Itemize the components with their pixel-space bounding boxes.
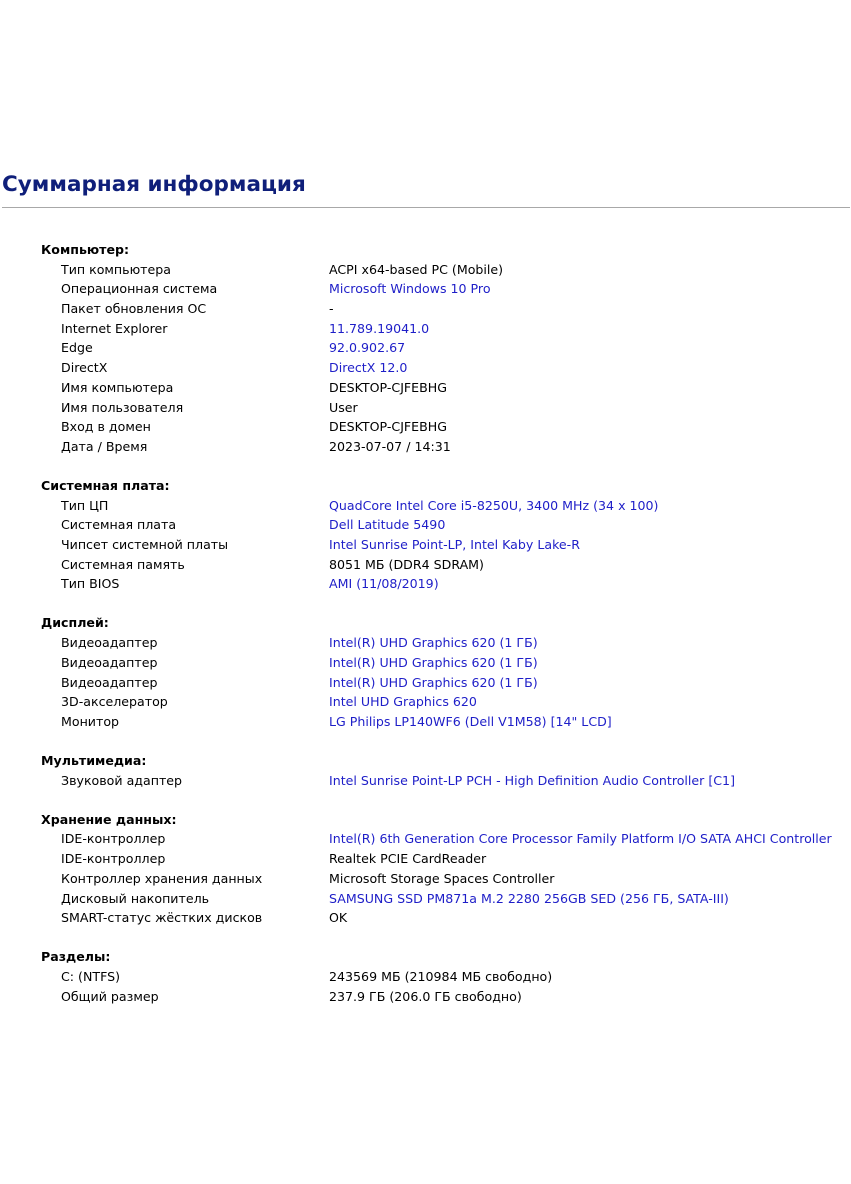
section-header: Системная плата: xyxy=(41,477,170,493)
info-label: Чипсет системной платы xyxy=(61,537,229,553)
info-label: Пакет обновления ОС xyxy=(61,301,207,317)
section-partitions xyxy=(0,947,851,1006)
info-value-link[interactable]: AMI (11/08/2019) xyxy=(329,576,439,592)
info-row xyxy=(0,692,851,712)
info-value-link[interactable]: QuadCore Intel Core i5-8250U, 3400 MHz (34 x 100) xyxy=(329,497,659,513)
info-value-link[interactable]: LG Philips LP140WF6 (Dell V1M58) [14" LCD] xyxy=(329,713,612,729)
info-row xyxy=(0,417,851,437)
info-value: 8051 МБ (DDR4 SDRAM) xyxy=(329,556,484,572)
info-label: Звуковой адаптер xyxy=(61,772,183,788)
info-value-link[interactable]: SAMSUNG SSD PM871a M.2 2280 256GB SED (256 ГБ, SATA-III) xyxy=(329,890,729,906)
info-label: Системная память xyxy=(61,556,185,572)
info-row xyxy=(0,515,851,535)
info-row xyxy=(0,338,851,358)
info-label: Видеоадаптер xyxy=(61,674,158,690)
info-row xyxy=(0,771,851,791)
info-row xyxy=(0,496,851,516)
info-value: ACPI x64-based PC (Mobile) xyxy=(329,261,504,277)
info-row xyxy=(0,633,851,653)
info-value: Microsoft Storage Spaces Controller xyxy=(329,870,555,886)
section-motherboard xyxy=(0,476,851,594)
info-value-link[interactable]: Intel(R) UHD Graphics 620 (1 ГБ) xyxy=(329,635,538,651)
info-row xyxy=(0,279,851,299)
info-value-link[interactable]: Intel Sunrise Point-LP, Intel Kaby Lake-R xyxy=(329,537,580,553)
info-value: 237.9 ГБ (206.0 ГБ свободно) xyxy=(329,988,522,1004)
title-divider xyxy=(2,207,850,208)
info-label: 3D-акселератор xyxy=(61,694,168,710)
info-label: Контроллер хранения данных xyxy=(61,870,263,886)
info-label: IDE-контроллер xyxy=(61,851,166,867)
info-row xyxy=(0,358,851,378)
info-label: Имя пользователя xyxy=(61,399,184,415)
section-multimedia xyxy=(0,751,851,790)
info-label: SMART-статус жёстких дисков xyxy=(61,910,263,926)
info-row xyxy=(0,555,851,575)
page-title: Суммарная информация xyxy=(2,172,306,197)
summary-content xyxy=(0,240,851,1026)
info-value: OK xyxy=(329,910,348,926)
info-label: Монитор xyxy=(61,713,120,729)
info-row xyxy=(0,967,851,987)
info-value-link[interactable]: Intel UHD Graphics 620 xyxy=(329,694,477,710)
section-header: Дисплей: xyxy=(41,615,109,631)
info-label: DirectX xyxy=(61,360,108,376)
info-value-link[interactable]: Microsoft Windows 10 Pro xyxy=(329,281,491,297)
section-storage xyxy=(0,810,851,928)
info-value: 2023-07-07 / 14:31 xyxy=(329,438,451,454)
info-row xyxy=(0,673,851,693)
section-header: Разделы: xyxy=(41,949,111,965)
info-label: Дата / Время xyxy=(61,438,148,454)
section-header: Мультимедиа: xyxy=(41,752,147,768)
info-row xyxy=(0,437,851,457)
info-label: IDE-контроллер xyxy=(61,831,166,847)
info-label: Тип компьютера xyxy=(61,261,171,277)
info-value: User xyxy=(329,399,358,415)
info-value-link[interactable]: 92.0.902.67 xyxy=(329,340,406,356)
info-label: Имя компьютера xyxy=(61,379,174,395)
info-value: DESKTOP-CJFEBHG xyxy=(329,379,447,395)
info-row xyxy=(0,535,851,555)
section-display xyxy=(0,613,851,731)
info-label: Системная плата xyxy=(61,517,177,533)
info-label: Операционная система xyxy=(61,281,218,297)
info-label: Тип ЦП xyxy=(61,497,109,513)
info-value: - xyxy=(329,301,334,317)
info-label: Вход в домен xyxy=(61,419,151,435)
info-label: Видеоадаптер xyxy=(61,635,158,651)
info-value: 243569 МБ (210984 МБ свободно) xyxy=(329,968,553,984)
info-label: C: (NTFS) xyxy=(61,968,120,984)
info-row xyxy=(0,260,851,280)
info-row xyxy=(0,574,851,594)
section-header: Хранение данных: xyxy=(41,811,177,827)
info-row xyxy=(0,378,851,398)
info-label: Edge xyxy=(61,340,93,356)
info-row xyxy=(0,829,851,849)
info-row xyxy=(0,987,851,1007)
info-label: Общий размер xyxy=(61,988,159,1004)
info-value-link[interactable]: Dell Latitude 5490 xyxy=(329,517,446,533)
info-value-link[interactable]: Intel Sunrise Point-LP PCH - High Definition Audio Controller [C1] xyxy=(329,772,735,788)
info-row xyxy=(0,869,851,889)
info-value-link[interactable]: Intel(R) UHD Graphics 620 (1 ГБ) xyxy=(329,654,538,670)
section-computer xyxy=(0,240,851,457)
info-label: Тип BIOS xyxy=(61,576,120,592)
info-label: Internet Explorer xyxy=(61,320,168,336)
info-row xyxy=(0,908,851,928)
info-label: Видеоадаптер xyxy=(61,654,158,670)
info-row xyxy=(0,889,851,909)
info-row xyxy=(0,849,851,869)
info-value: Realtek PCIE CardReader xyxy=(329,851,487,867)
info-label: Дисковый накопитель xyxy=(61,890,210,906)
info-row xyxy=(0,398,851,418)
info-value: DESKTOP-CJFEBHG xyxy=(329,419,447,435)
info-value-link[interactable]: 11.789.19041.0 xyxy=(329,320,430,336)
section-header: Компьютер: xyxy=(41,242,130,257)
info-row xyxy=(0,299,851,319)
info-value-link[interactable]: Intel(R) 6th Generation Core Processor Family Platform I/O SATA AHCI Controller xyxy=(329,831,832,847)
info-row xyxy=(0,712,851,732)
info-row xyxy=(0,319,851,339)
info-value-link[interactable]: Intel(R) UHD Graphics 620 (1 ГБ) xyxy=(329,674,538,690)
info-row xyxy=(0,653,851,673)
info-value-link[interactable]: DirectX 12.0 xyxy=(329,360,408,376)
